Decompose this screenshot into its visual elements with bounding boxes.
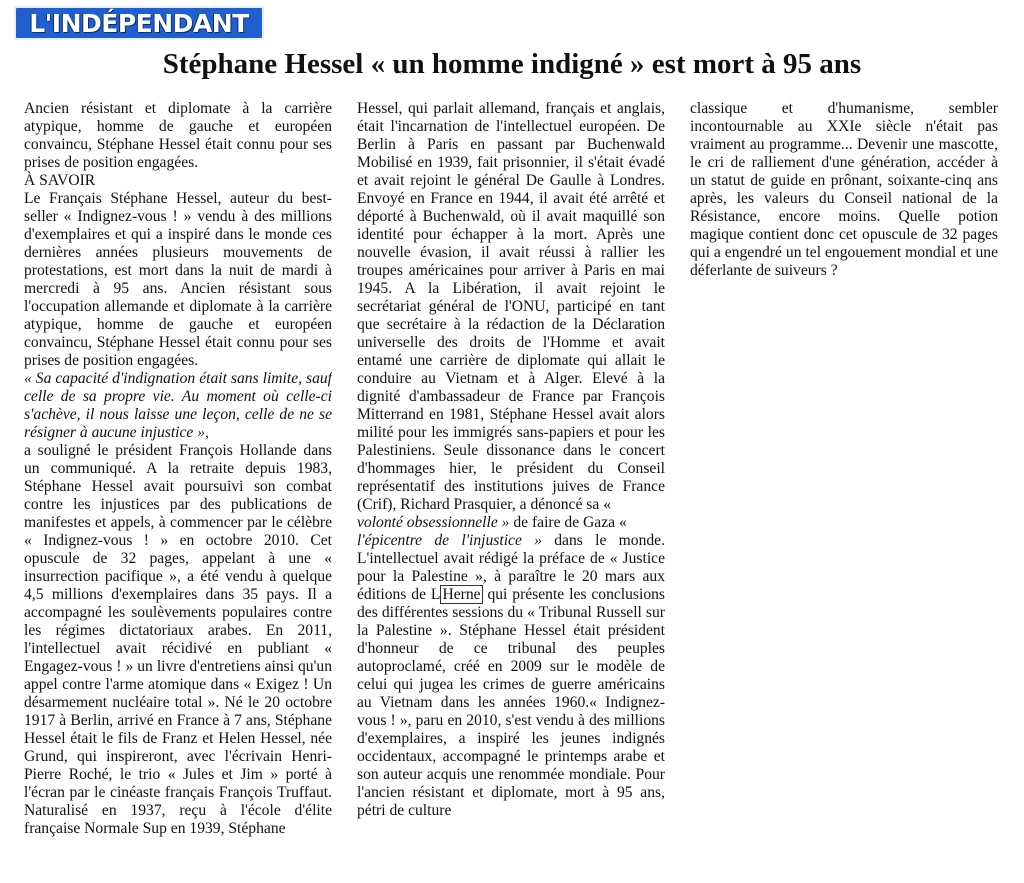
article-column-2 xyxy=(357,100,665,883)
body-paragraph: classique et d'humanisme, sembler incontournable au XXIe siècle n'était pas vraiment au programme... Devenir une mascotte, le cri de ralliement d'une génération, accéder à un statut de guide en prônant, soixante-cinq ans après, les valeurs du Conseil national de la Résistance, encore moins. Quelle potion magique contient donc cet opuscule de 32 pages qui a engendré un tel engouement mondial et une déferlante de suiveurs ? xyxy=(690,100,998,279)
body-paragraph: a souligné le président François Hollande dans un communiqué. A la retraite depuis 1983, Stéphane Hessel avait poursuivi son combat contre les injustices par des publications de manifestes et appels, à commencer par le célèbre « Indignez-vous ! » en octobre 2010. Cet opuscule de 32 pages, appelant à une « insurrection pacifique », a été vendu à quelque 4,5 millions d'exemplaires dans 35 pays. Il a accompagné les soulèvements populaires contre les régimes dictatoriaux arabes. En 2011, l'intellectuel avait récidivé en publiant « Engagez-vous ! » un livre d'entretiens ainsi qu'un appel contre l'arme atomique dans « Exigez ! Un désarmement nucléaire total ». Né le 20 octobre 1917 à Berlin, arrivé en France à 7 ans, Stéphane Hessel était le fils de Franz et Helen Hessel, née Grund, qui inspireront, avec l'écrivain Henri-Pierre Roché, le trio « Jules et Jim » porté à l'écran par le cinéaste français François Truffaut. Naturalisé en 1937, reçu à l'école d'élite française Normale Sup en 1939, Stéphane xyxy=(24,442,332,837)
masthead-text: L'INDÉPENDANT xyxy=(29,8,249,38)
body-paragraph: Le Français Stéphane Hessel, auteur du best-seller « Indignez-vous ! » vendu à des millions d'exemplaires et qui a inspiré dans le monde ces dernières années plusieurs mouvements de protestations, est mort dans la nuit de mardi à mercredi à 95 ans. Ancien résistant sous l'occupation allemande et diplomate à la carrière atypique, homme de gauche et européen convaincu, Stéphane Hessel était connu pour ses prises de position engagées. xyxy=(24,190,332,369)
body-text: dans le monde. L'intellectuel avait rédigé la préface de « Justice pour la Palestine », à paraître le 20 mars aux éditions de L xyxy=(357,532,665,603)
crif-quote-2: l'épicentre de l'injustice » xyxy=(357,532,542,549)
article-column-3 xyxy=(690,100,998,300)
hollande-quote: « Sa capacité d'indignation était sans limite, sauf celle de sa propre vie. Au moment où celle-ci s'achève, il nous laisse une leçon, celle de ne se résigner à aucune injustice », xyxy=(24,370,332,441)
masthead-logo xyxy=(14,6,264,40)
highlighted-word: Herne xyxy=(442,586,481,603)
body-text: qui présente les conclusions des différentes sessions du « Tribunal Russell sur la Palestine ». Stéphane Hessel était président d'honneur de ce tribunal des peuples autoproclamé, créé en 2009 sur le modèle de celui qui jugea les crimes de guerre américains au Vietnam dans les années 1960.« Indignez-vous ! », paru en 2010, s'est vendu à des millions d'exemplaires, a inspiré les jeunes indignés occidentaux, accompagné le printemps arabe et son auteur acquis une renommée mondiale. Pour l'ancien résistant et diplomate, mort à 95 ans, pétri de culture xyxy=(357,586,665,819)
body-text: Hessel, qui parlait allemand, français et anglais, était l'incarnation de l'intellectuel européen. De Berlin à Paris en passant par Buchenwald Mobilisé en 1939, fait prisonnier, il s'était évadé et avait rejoint le général De Gaulle à Londres. Envoyé en France en 1944, il avait été arrêté et déporté à Buchenwald, où il avait maquillé son identité pour échapper à la mort. Après une nouvelle évasion, il avait réussi à rallier les troupes américaines pour arriver à Paris en mai 1945. A la Libération, il avait rejoint le secrétariat général de l'ONU, participé en tant que secrétaire à la rédaction de la Déclaration universelle des droits de l'Homme et avait entamé une carrière de diplomate qui allait le conduire au Vietnam et à Alger. Elevé à la dignité d'ambassadeur de France par François Mitterrand en 1981, Stéphane Hessel avait alors milité pour les immigrés sans-papiers et pour les Palestiniens. Seule dissonance dans le concert d'hommages hier, le président du Conseil représentatif des institutions juives de France (Crif), Richard Prasquier, a dénoncé sa « xyxy=(357,100,665,513)
crif-quote-1: volonté obsessionnelle » xyxy=(357,514,510,531)
lead-paragraph: Ancien résistant et diplomate à la carrière atypique, homme de gauche et européen convaincu, Stéphane Hessel était connu pour ses prises de position engagées. xyxy=(24,100,332,171)
section-label: À SAVOIR xyxy=(24,172,96,189)
article-headline: Stéphane Hessel « un homme indigné » est mort à 95 ans xyxy=(162,48,862,80)
body-paragraph xyxy=(357,100,665,820)
body-text: de faire de Gaza « xyxy=(509,514,627,531)
article-column-1 xyxy=(24,100,332,883)
